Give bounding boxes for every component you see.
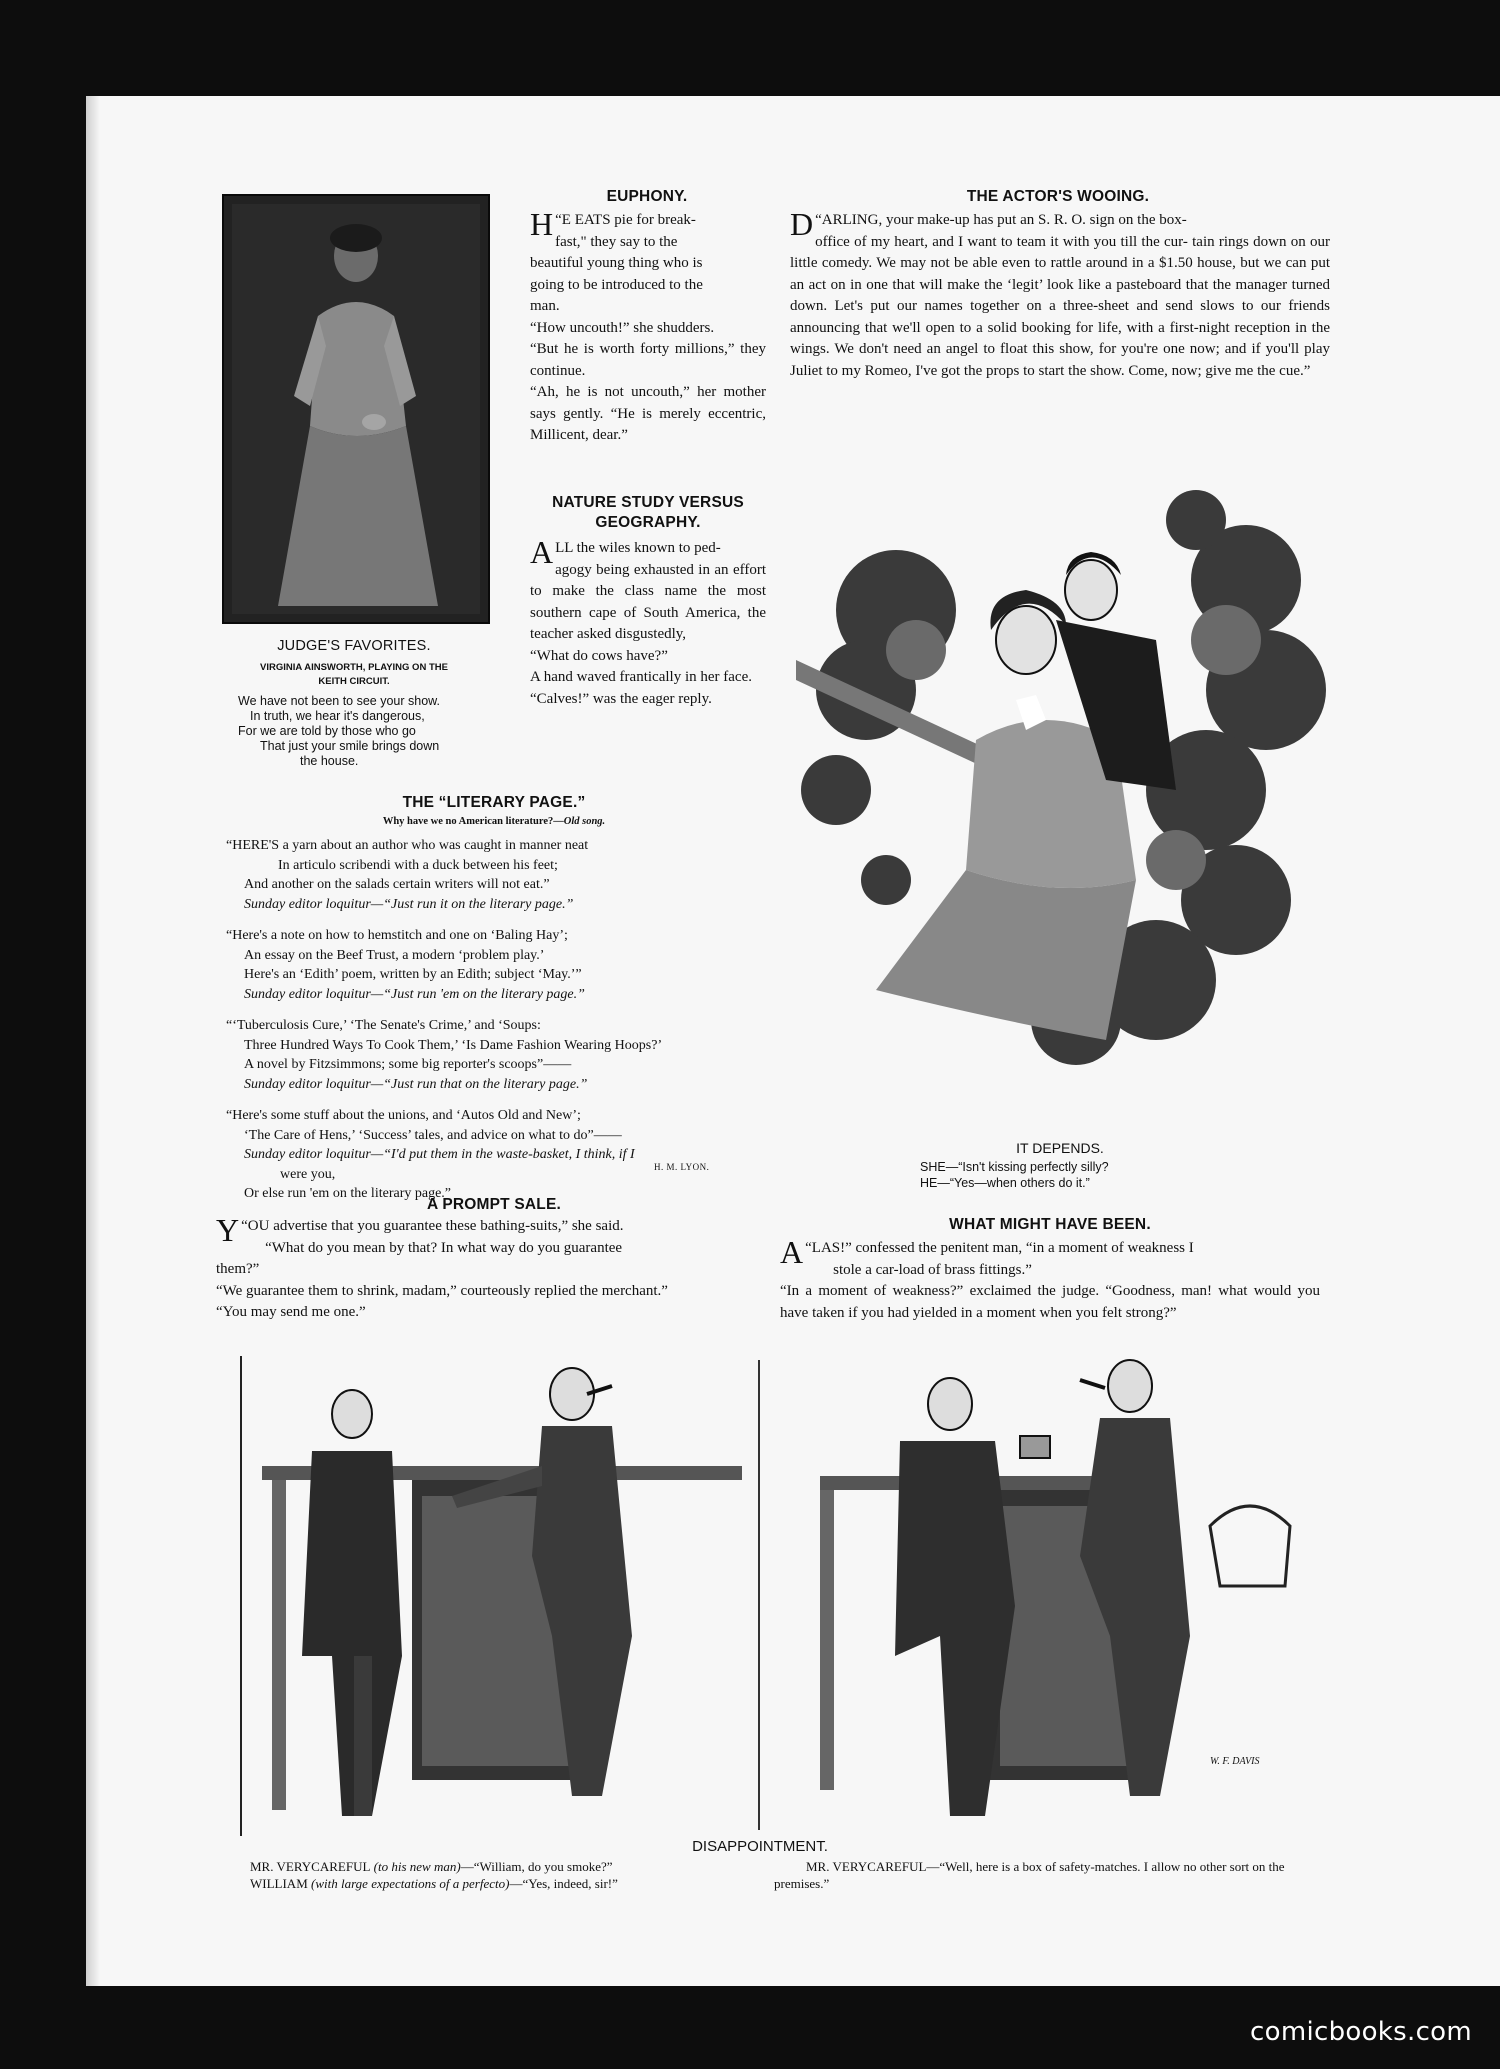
caption-text: —“William, do you smoke?” <box>460 1859 613 1874</box>
disappointment-title: DISAPPOINTMENT. <box>692 1838 828 1855</box>
verse-line: Three Hundred Ways To Cook Them,’ ‘Is Dame Fashion Wearing Hoops?’ <box>244 1037 663 1053</box>
stanza <box>226 1106 786 1204</box>
literary-page-author: H. M. LYON. <box>654 1162 710 1172</box>
text-line: beautiful young thing who is <box>530 255 703 271</box>
verse-line: An essay on the Beef Trust, a modern ‘problem play.’ <box>244 947 545 963</box>
stage-direction: (with large expectations of a perfecto) <box>311 1876 510 1891</box>
caption-line <box>250 1858 770 1875</box>
drop-cap: H <box>530 206 554 242</box>
verse-line: In articulo scribendi with a duck between his feet; <box>278 857 558 873</box>
verse-line: And another on the salads certain writers will not eat.” <box>244 877 550 892</box>
text-line: LL the wiles known to ped- <box>555 540 721 556</box>
prompt-sale-text: “ Y OU advertise that you guarantee these bathing-suits,” she said. “What do you mean by that? In what way do you guarantee them?” “We guarantee them to shrink, madam,” courteously replied the merchant.” “You may send me one.” <box>216 1216 756 1324</box>
stanza <box>226 836 786 914</box>
might-have-been-title: WHAT MIGHT HAVE BEEN. <box>949 1216 1151 1233</box>
speaker: MR. VERYCAREFUL <box>250 1859 371 1874</box>
disappointment-caption-left <box>250 1858 770 1892</box>
verse-line: In truth, we hear it's dangerous, <box>250 709 425 723</box>
verse-line: Sunday editor loquitur—“Just run that on the literary page.” <box>244 1076 588 1092</box>
verse-line: A novel by Fitzsimmons; some big reporter's scoops”—— <box>244 1057 572 1072</box>
watermark: comicbooks.com <box>1250 2017 1472 2047</box>
literary-page-title: THE “LITERARY PAGE.” <box>402 794 586 811</box>
panel-divider <box>758 1360 760 1830</box>
text-line: fast," they say to the <box>555 233 678 250</box>
text-line: man. <box>530 298 560 314</box>
verse-line: Sunday editor loquitur—“I'd put them in the waste-basket, I think, if I <box>244 1147 635 1162</box>
literary-page-epigraph <box>214 816 774 827</box>
speaker: WILLIAM <box>250 1876 308 1891</box>
text-line: agogy being exhausted in <box>555 561 710 578</box>
drop-cap: D <box>790 206 814 242</box>
paragraph: “Ah, he is not uncouth,” her mother says gently. “He is merely eccentric, Millicent, dear.” <box>530 384 766 443</box>
stanza <box>226 1016 786 1094</box>
paragraph: “How uncouth!” she shudders. <box>530 319 715 336</box>
text-line: OU advertise that you guarantee these bathing-suits,” she said. <box>247 1218 624 1234</box>
verse-line: For we are told by those who go <box>238 724 416 738</box>
euphony-text: “ H E EATS pie for break- fast," they say to the beautiful young thing who is going to be introduced to the man. “How uncouth!” she shudders. “But he is worth forty millions,” they continue. “Ah, he is not uncouth,” her mother says gently. “He is merely eccentric, Millicent, dear.” <box>530 210 766 447</box>
text-line: them?” <box>216 1261 260 1277</box>
paragraph: “Calves!” was the eager reply. <box>530 690 712 707</box>
disappointment-panel-right <box>780 1356 1320 1836</box>
euphony-title: EUPHONY. <box>606 188 688 205</box>
text-line: ARLING, your make-up has put an S. R. O. sign on the box- <box>821 212 1187 228</box>
prompt-sale-title: A PROMPT SALE. <box>427 1196 561 1213</box>
it-depends-he: HE—“Yes—when others do it.” <box>920 1176 1090 1190</box>
it-depends-title: IT DEPENDS. <box>1016 1140 1104 1156</box>
verse-line: Sunday editor loquitur—“Just run it on the literary page.” <box>244 896 574 912</box>
caption-line <box>250 1875 770 1892</box>
drop-cap: A <box>530 534 554 570</box>
text-line: LAS!” confessed the penitent man, “in a moment of weakness I <box>811 1240 1194 1256</box>
verse-line: We have not been to see your show. <box>238 694 440 708</box>
portrait-photo <box>222 194 490 624</box>
portrait-woman-illustration <box>224 196 488 622</box>
caption-text: —“Well, here is a box of safety-matches. I allow no other sort on the premises.” <box>774 1859 1285 1891</box>
artist-signature: W. F. DAVIS <box>1210 1756 1260 1767</box>
verse-line: the house. <box>300 754 359 768</box>
verse-line: ‘The Care of Hens,’ ‘Success’ tales, and advice on what to do”—— <box>244 1127 622 1143</box>
text-line: tain rings down on our little comedy. We may not be able even to rattle around in a $1.50 house, but we can put an act on in one that will make the ‘legit’ look like a pasteboard that the manager turned down. Let's put our names together on a three-sheet and send slows to our friends announcing that we'll open to a solid booking for life, with a first-night reception in the wings. We don't need an angel to float this show, for you're one now; and if you'll play Juliet to my Romeo, I've got the props to start the show. Come, now; give me the cue.” <box>790 233 1330 379</box>
epigraph-text: Why have we no American literature?— <box>382 816 564 827</box>
actors-wooing-text: “ D ARLING, your make-up has put an S. R. O. sign on the box- office of my heart, and I want to team it with you till the cur- tain rings down on our little comedy. We may not be able even to rattle around in a $1.50 house, but we can put an act on in one that will make the ‘legit’ look like a pasteboard that the manager turned down. Let's put our names together on a three-sheet and send slows to our friends announcing that we'll open to a solid booking for life, with a first-night reception in the wings. We don't need an angel to float this show, for you're one now; and if you'll play Juliet to my Romeo, I've got the props to start the show. Come, now; give me the cue.” <box>790 206 1330 379</box>
text-line: an effort to make the class name the most southern cape of South America, the teacher asked disgustedly, <box>530 561 766 642</box>
text-line: office of my heart, and I want to team it with you till the cur- <box>815 233 1188 250</box>
verse-line: Or else run 'em on the literary page.” <box>244 1186 451 1201</box>
drop-cap: Y <box>216 1212 240 1248</box>
verse-line: That just your smile brings down <box>260 739 440 753</box>
page-edge-shadow <box>86 96 100 1986</box>
verse-line: “Here's a note on how to hemstitch and one on ‘Baling Hay’; <box>226 928 568 943</box>
paragraph: “You may send me one.” <box>216 1304 366 1320</box>
judges-favorites-title: JUDGE'S FAVORITES. <box>277 638 431 654</box>
drop-cap: A <box>780 1234 804 1270</box>
verse-line: were you, <box>280 1166 336 1182</box>
verse-line: “Here's some stuff about the unions, and ‘Autos Old and New’; <box>226 1108 581 1123</box>
judges-favorites-verse <box>222 694 492 769</box>
caption-text: —“Yes, indeed, sir!” <box>509 1876 618 1891</box>
verse-line: “HERE'S a yarn about an author who was caught in manner neat <box>226 838 589 853</box>
disappointment-caption-right <box>774 1858 1320 1892</box>
verse-line: “‘Tuberculosis Cure,’ ‘The Senate's Crime,’ and ‘Soups: <box>226 1018 541 1033</box>
disappointment-panel-left <box>240 1356 752 1836</box>
paragraph: “But he is worth forty millions,” they continue. <box>530 341 766 379</box>
literary-page-verse <box>226 836 786 1216</box>
stanza <box>226 926 786 1004</box>
judges-favorites-subtitle-1: VIRGINIA AINSWORTH, PLAYING ON THE <box>260 662 448 673</box>
epigraph-source: Old song. <box>563 816 606 827</box>
paragraph: “In a moment of weakness?” exclaimed the judge. “Goodness, man! what would you have taken if you had yielded in a moment when you felt strong?” <box>780 1283 1320 1321</box>
nature-study-text <box>530 534 766 710</box>
might-have-been-text: “ A LAS!” confessed the penitent man, “in a moment of weakness I stole a car-load of brass fittings.” “In a moment of weakness?” exclaimed the judge. “Goodness, man! what would you have taken if you had yielded in a moment when you felt strong?” <box>780 1238 1320 1324</box>
nature-study-title-1: NATURE STUDY VERSUS <box>552 494 744 511</box>
text-line: E EATS pie for break- <box>561 212 696 228</box>
speaker: MR. VERYCAREFUL <box>806 1859 927 1874</box>
it-depends-she: SHE—“Isn't kissing perfectly silly? <box>920 1160 1109 1174</box>
verse-line: Sunday editor loquitur—“Just run 'em on the literary page.” <box>244 986 585 1002</box>
paragraph: “What do cows have?” <box>530 647 668 664</box>
text-line: going to be introduced to the <box>530 276 703 293</box>
text-line: “What do you mean by that? In what way do you guarantee <box>265 1239 623 1256</box>
paragraph: A hand waved frantically in her face. <box>530 669 752 685</box>
text-line: stole a car-load of brass fittings.” <box>833 1261 1032 1278</box>
judges-favorites-subtitle-2: KEITH CIRCUIT. <box>318 676 390 687</box>
verse-line: Here's an ‘Edith’ poem, written by an Edith; subject ‘May.’” <box>244 967 582 982</box>
nature-study-title-2: GEOGRAPHY. <box>595 514 701 531</box>
couple-illustration <box>776 460 1336 1120</box>
actors-wooing-title: THE ACTOR'S WOOING. <box>966 188 1150 205</box>
stage-direction: (to his new man) <box>373 1859 461 1874</box>
paragraph: “We guarantee them to shrink, madam,” courteously replied the merchant.” <box>216 1282 668 1299</box>
